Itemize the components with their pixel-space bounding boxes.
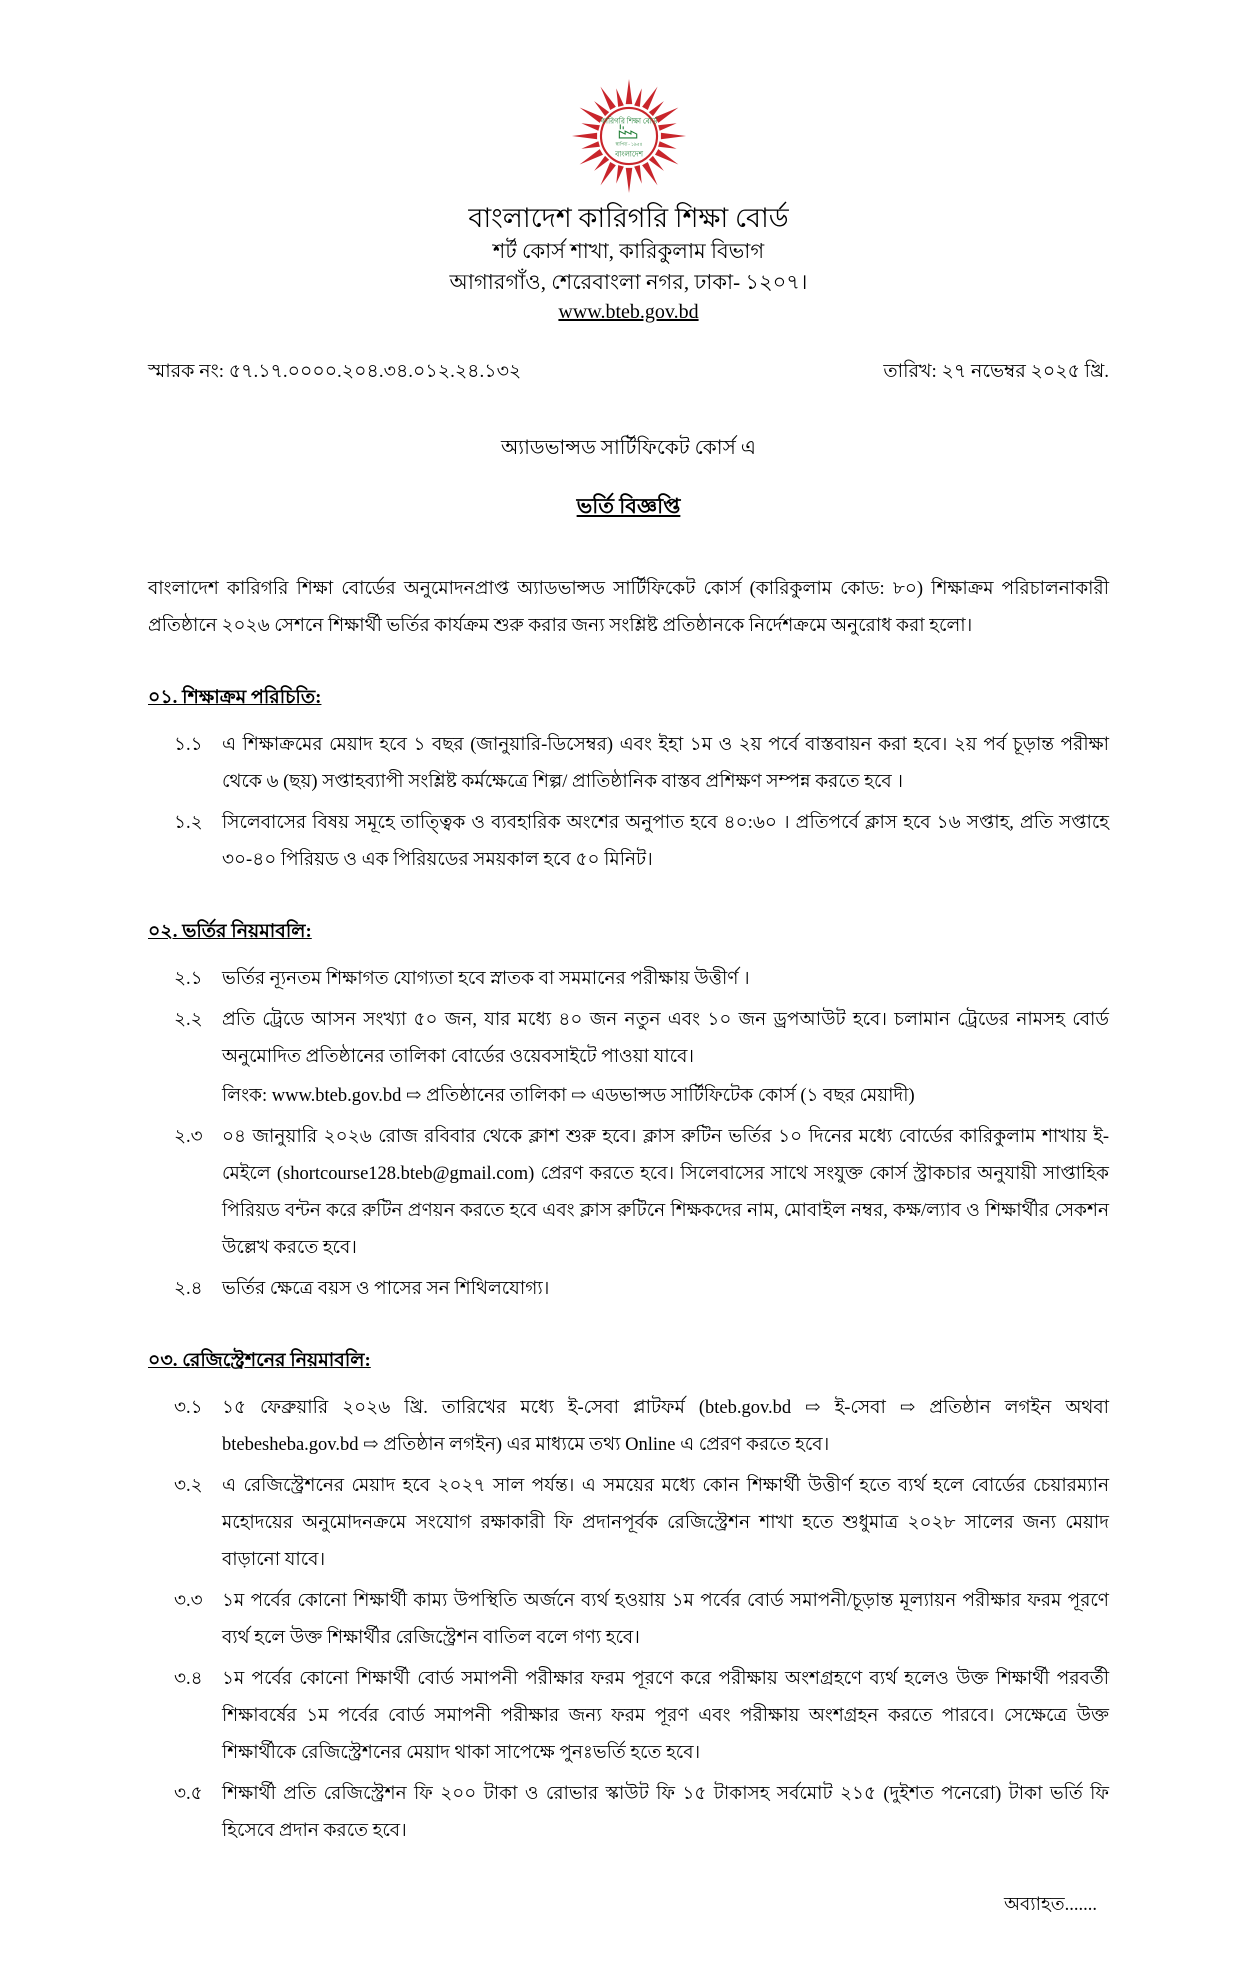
list-item (148, 1002, 1109, 1076)
address-line: আগারগাঁও, শেরেবাংলা নগর, ঢাকা- ১২০৭। (449, 269, 808, 294)
sections-container (148, 683, 1109, 1850)
org-name: বাংলাদেশ কারিগরি শিক্ষা বোর্ড (468, 203, 789, 233)
memo-number (148, 357, 521, 389)
list-item (148, 1390, 1109, 1464)
list-item (148, 1271, 1109, 1308)
list-item (148, 961, 1109, 998)
continued-note: অব্যাহত....... (1003, 1895, 1097, 1916)
bteb-seal-icon (571, 78, 687, 194)
item-text: ১ম পর্বের কোনো শিক্ষার্থী বোর্ড সমাপনী পরীক্ষার ফরম পূরণে করে পরীক্ষায় অংশগ্রহণে ব্যর্থ হলেও উক্ত শিক্ষার্থী পরবর্তী শিক্ষাবর্ষের ১ম পর্বের বোর্ড সমাপনী পরীক্ষার জন্য ফরম পূরণ এবং পরীক্ষায় অংশগ্রহন করতে পারবে। সেক্ষেত্রে উক্ত শিক্ষার্থীকে রেজিস্ট্রেশনের মেয়াদ থাকা সাপেক্ষে পুনঃভর্তি হতে হবে। (222, 1669, 1109, 1764)
item-text: ভর্তির ন্যূনতম শিক্ষাগত যোগ্যতা হবে স্নাতক বা সমমানের পরীক্ষায় উত্তীর্ণ । (222, 969, 750, 990)
item-number: ৩.৫ (174, 1784, 203, 1805)
item-text: শিক্ষার্থী প্রতি রেজিস্ট্রেশন ফি ২০০ টাকা ও রোভার স্কাউট ফি ১৫ টাকাসহ সর্বমোট ২১৫ (দুইশত পনেরো) টাকা ভর্তি ফি হিসেবে প্রদান করতে হবে। (222, 1784, 1109, 1842)
seal-arc-bottom-text: বাংলাদেশ (614, 150, 643, 159)
section-3 (148, 1346, 1109, 1850)
item-text: প্রতি ট্রেডে আসন সংখ্যা ৫০ জন, যার মধ্যে ৪০ জন নতুন এবং ১০ জন ড্রপআউট হবে। চলামান ট্রেডের নামসহ বোর্ড অনুমোদিত প্রতিষ্ঠানের তালিকা বোর্ডের ওয়েবসাইটে পাওয়া যাবে। (222, 1010, 1109, 1068)
memo-number-value: ৫৭.১৭.০০০০.২০৪.৩৪.০১২.২৪.১৩২ (228, 361, 522, 383)
item-number: ৩.১ (174, 1398, 203, 1419)
memo-row (148, 357, 1109, 389)
item-number: ৩.৩ (174, 1591, 203, 1612)
website-link[interactable]: www.bteb.gov.bd (558, 301, 699, 324)
section-heading: ০২. ভর্তির নিয়মাবলি: (148, 921, 312, 943)
memo-date (883, 357, 1109, 389)
item-number: ২.৩ (174, 1127, 203, 1148)
list-item (148, 1583, 1109, 1657)
section-2 (148, 917, 1109, 1308)
item-text: এ রেজিস্ট্রেশনের মেয়াদ হবে ২০২৭ সাল পর্যন্ত। এ সময়ের মধ্যে কোন শিক্ষার্থী উত্তীর্ণ হতে ব্যর্থ হলে বোর্ডের চেয়ারম্যান মহোদয়ের অনুমোদনক্রমে সংযোগ রক্ষাকারী ফি প্রদানপূর্বক রেজিস্ট্রেশন শাখা হতে শুধুমাত্র ২০২৮ সালের জন্য মেয়াদ বাড়ানো যাবে। (222, 1476, 1109, 1571)
item-number: ২.১ (174, 969, 203, 990)
section-heading: ০১. শিক্ষাক্রম পরিচিতি: (148, 687, 322, 709)
item-text: ভর্তির ক্ষেত্রে বয়স ও পাসের সন শিথিলযোগ্য। (222, 1279, 550, 1300)
seal-established-text: স্থাপিত - ১৯৫৪ (614, 141, 643, 147)
notice-title: ভর্তি বিজ্ঞপ্তি (576, 494, 681, 519)
item-number: ২.৪ (174, 1279, 203, 1300)
memo-date-label: তারিখ: (883, 361, 937, 383)
item-number: ১.২ (174, 813, 203, 834)
item-text: ১৫ ফেব্রুয়ারি ২০২৬ খ্রি. তারিখের মধ্যে ই-সেবা প্লাটফর্ম (bteb.gov.bd ⇨ ই-সেবা ⇨ প্রতিষ্ঠান লগইন অথবা btebesheba.gov.bd ⇨ প্রতিষ্ঠান লগইন) এর মাধ্যমে তথ্য Online এ প্রেরণ করতে হবে। (222, 1398, 1109, 1456)
list-item (148, 805, 1109, 879)
list-item (148, 1468, 1109, 1579)
memo-number-label: স্মারক নং: (148, 361, 225, 383)
dept-line: শর্ট কোর্স শাখা, কারিকুলাম বিভাগ (492, 239, 765, 264)
list-item (148, 1119, 1109, 1267)
seal-arc-top-text: কারিগরি শিক্ষা বোর্ড (600, 117, 657, 126)
item-text: ১ম পর্বের কোনো শিক্ষার্থী কাম্য উপস্থিতি অর্জনে ব্যর্থ হওয়ায় ১ম পর্বের বোর্ড সমাপনী/চূড়ান্ত মূল্যায়ন পরীক্ষার ফরম পূরণে ব্যর্থ হলে উক্ত শিক্ষার্থীর রেজিস্ট্রেশন বাতিল বলে গণ্য হবে। (222, 1591, 1109, 1649)
list-item (148, 1661, 1109, 1772)
intro-paragraph: বাংলাদেশ কারিগরি শিক্ষা বোর্ডের অনুমোদনপ্রাপ্ত অ্যাডভান্সড সার্টিফিকেট কোর্স (কারিকুলাম কোড: ৮০) শিক্ষাক্রম পরিচালনাকারী প্রতিষ্ঠানে ২০২৬ সেশনে শিক্ষার্থী ভর্তির কার্যক্রম শুরু করার জন্য সংশ্লিষ্ট প্রতিষ্ঠানকে নির্দেশক্রমে অনুরোধ করা হলো। (148, 579, 1109, 637)
course-title-line: অ্যাডভান্সড সার্টিফিকেট কোর্স এ (500, 437, 757, 460)
item-text: ০৪ জানুয়ারি ২০২৬ রোজ রবিবার থেকে ক্লাশ শুরু হবে। ক্লাস রুটিন ভর্তির ১০ দিনের মধ্যে বোর্ডের কারিকুলাম শাখায় ই-মেইলে (shortcourse128.bteb@gmail.com) প্রেরণ করতে হবে। সিলেবাসের সাথে সংযুক্ত কোর্স স্ট্রাকচার অনুযায়ী সাপ্তাহিক পিরিয়ড বন্টন করে রুটিন প্রণয়ন করতে হবে এবং ক্লাস রুটিনে শিক্ষকদের নাম, মোবাইল নম্বর, কক্ষ/ল্যাব ও শিক্ষার্থীর সেকশন উল্লেখ করতে হবে। (222, 1127, 1109, 1259)
item-text: সিলেবাসের বিষয় সমূহে তাত্ত্বিক ও ব্যবহারিক অংশের অনুপাত হবে ৪০:৬০ । প্রতিপর্বে ক্লাস হবে ১৬ সপ্তাহ, প্রতি সপ্তাহে ৩০-৪০ পিরিয়ড ও এক পিরিয়ডের সময়কাল হবে ৫০ মিনিট। (222, 813, 1109, 871)
item-number: ৩.২ (174, 1476, 203, 1497)
letterhead (148, 78, 1109, 327)
item-number: ৩.৪ (174, 1669, 203, 1690)
list-item (148, 1776, 1109, 1850)
item-text: এ শিক্ষাক্রমের মেয়াদ হবে ১ বছর (জানুয়ারি-ডিসেম্বর) এবং ইহা ১ম ও ২য় পর্বে বাস্তবায়ন করা হবে। ২য় পর্ব চূড়ান্ত পরীক্ষা থেকে ৬ (ছয়) সপ্তাহব্যাপী সংশ্লিষ্ট কর্মক্ষেত্রে শিল্প/ প্রাতিষ্ঠানিক বাস্তব প্রশিক্ষণ সম্পন্ন করতে হবে । (222, 735, 1109, 793)
list-item (148, 727, 1109, 801)
section-heading: ০৩. রেজিস্ট্রেশনের নিয়মাবলি: (148, 1350, 371, 1372)
item-number: ১.১ (174, 735, 203, 756)
item-link-line: লিংক: www.bteb.gov.bd ⇨ প্রতিষ্ঠানের তালিকা ⇨ এডভান্সড সার্টিফিটেক কোর্স (১ বছর মেয়াদী) (222, 1086, 915, 1107)
section-1 (148, 683, 1109, 879)
item-number: ২.২ (174, 1010, 203, 1031)
memo-date-value: ২৭ নভেম্বর ২০২৫ খ্রি. (941, 361, 1109, 383)
bteb-logo-wrap (148, 78, 1109, 194)
